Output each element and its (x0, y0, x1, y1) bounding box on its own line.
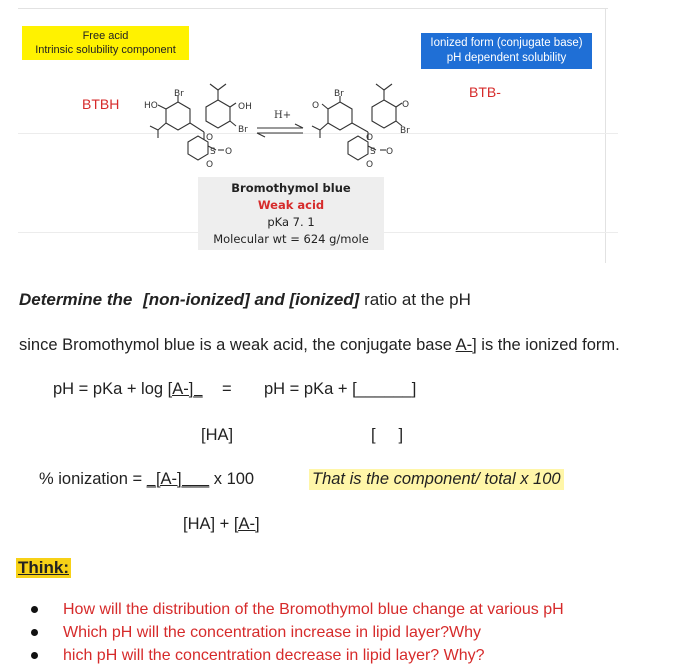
eq1-blank: [______] (352, 380, 417, 398)
left-atom-o3: O (206, 160, 214, 170)
ion-multiplier: x 100 (209, 470, 255, 488)
right-atom-o1: O (366, 133, 374, 143)
since-sentence (19, 336, 620, 355)
compound-name: Bromothymol blue (231, 180, 351, 195)
task-heading (19, 290, 471, 310)
bromothymol-structure-diagram (0, 0, 700, 180)
eq1-left: pH = pKa + log (53, 380, 168, 398)
ion-denominator (183, 515, 260, 534)
heading-part-3: ratio at the pH (359, 290, 471, 309)
think-item-1-text: How will the distribution of the Bromothymol blue change at various pH (63, 601, 564, 618)
right-atom-o-left: O (312, 101, 320, 111)
left-atom-o2: O (225, 147, 233, 157)
eq1-denominator-blank: [ ] (371, 426, 404, 444)
free-acid-subtitle: Intrinsic solubility component (35, 44, 176, 56)
compound-info-box (198, 177, 384, 250)
compound-type: Weak acid (257, 197, 325, 212)
eq1-right: pH = pKa + (264, 380, 353, 398)
compound-mw: Molecular wt = 624 g/mole (213, 231, 369, 246)
right-atom-br-right: Br (400, 126, 410, 136)
ion-numerator: _[A-]___ (146, 470, 210, 488)
think-item-2-text: Which pH will the concentration increase in lipid layer?Why (63, 624, 481, 641)
think-item-3-text: hich pH will the concentration decrease in lipid layer? Why? (63, 647, 485, 664)
ionized-subtitle: pH dependent solubility (446, 52, 567, 64)
left-atom-s: S (210, 147, 216, 157)
left-atom-o1: O (206, 133, 214, 143)
ionization-equation (39, 470, 254, 489)
since-part-1: since Bromothymol blue is a weak acid, the conjugate base (19, 336, 456, 354)
right-atom-o-right: O (402, 100, 410, 110)
compound-pka: pKa 7. 1 (267, 214, 315, 229)
eq1-denominator: [HA] (201, 426, 234, 444)
left-atom-ho: HO (144, 101, 158, 111)
ion-den-ha: [HA] + (183, 515, 234, 533)
heading-part-1: Determine the (19, 290, 138, 309)
ion-den-a: [A-] (233, 515, 260, 533)
bullet-icon (31, 629, 38, 636)
free-acid-title: Free acid (82, 30, 129, 42)
equation-1 (53, 380, 203, 399)
left-atom-br-right: Br (238, 125, 248, 135)
ionized-title: Ionized form (conjugate base) (430, 37, 583, 49)
left-atom-oh: OH (238, 102, 252, 112)
think-list (22, 598, 564, 667)
since-part-2: A-] (455, 336, 477, 354)
eq1-equals: = (222, 380, 232, 398)
ionization-note: That is the component/ total x 100 (309, 469, 564, 490)
btbh-label: BTBH (82, 96, 120, 112)
think-item-1 (22, 598, 564, 621)
btb-label: BTB- (469, 84, 501, 100)
think-item-3 (22, 644, 564, 667)
right-atom-o3: O (366, 160, 374, 170)
equation-1-right (264, 380, 416, 399)
think-item-2 (22, 621, 564, 644)
bullet-icon (31, 606, 38, 613)
bullet-icon (31, 652, 38, 659)
right-atom-o2: O (386, 147, 394, 157)
heading-part-2: [non-ionized] and [ionized] (143, 290, 360, 309)
think-label: Think: (18, 558, 69, 577)
right-atom-br-top: Br (334, 89, 344, 99)
left-atom-br-top: Br (174, 89, 184, 99)
ion-label: % ionization = (39, 470, 147, 488)
eq1-numerator: [A-]_ (167, 380, 203, 398)
right-atom-s: S (370, 147, 376, 157)
since-part-3: is the ionized form. (476, 336, 620, 354)
arrow-label-h-plus: H+ (274, 110, 292, 121)
